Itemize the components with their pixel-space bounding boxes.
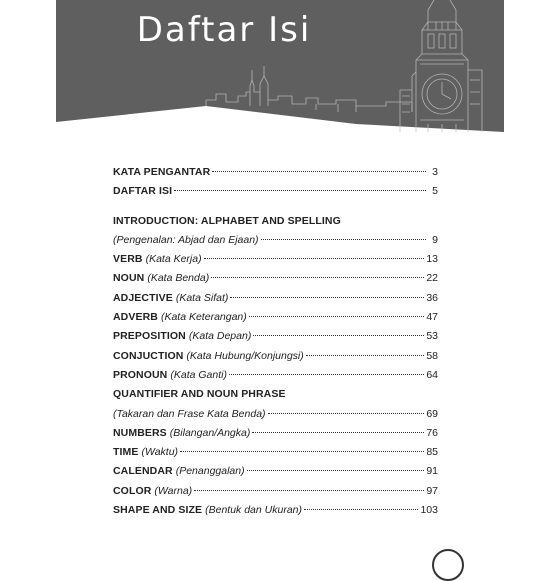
- toc-entry-label: ADVERB: [113, 311, 158, 324]
- toc-entry-label: QUANTIFIER AND NOUN PHRASE: [113, 388, 286, 401]
- dot-leader: [211, 277, 424, 278]
- toc-entry-subtitle: (Penanggalan): [175, 465, 245, 478]
- dot-leader: [180, 451, 424, 452]
- toc-entry-page: 47: [426, 311, 438, 324]
- toc-entry-pengenalan[interactable]: [113, 231, 438, 250]
- toc-entry-subtitle: (Bilangan/Angka): [169, 426, 251, 439]
- dot-leader: [268, 413, 425, 414]
- toc-entry-time[interactable]: [113, 443, 438, 462]
- dot-leader: [174, 190, 426, 191]
- toc-entry-shape-and-size[interactable]: [113, 501, 438, 520]
- toc-entry-page: 103: [420, 504, 438, 517]
- header-banner: [56, 0, 504, 132]
- dot-leader: [230, 297, 424, 298]
- corner-circle-icon: [432, 549, 464, 581]
- toc-entry-page: 53: [426, 330, 438, 343]
- toc-heading-introduction[interactable]: [113, 212, 438, 231]
- toc-entry-page: 13: [426, 253, 438, 266]
- toc-entry-page: 36: [426, 291, 438, 304]
- dot-leader: [229, 374, 424, 375]
- toc-entry-label: NUMBERS: [113, 426, 167, 439]
- toc-entry-verb[interactable]: [113, 250, 438, 269]
- toc-entry-subtitle: (Kata Benda): [147, 272, 210, 285]
- page-title: Daftar Isi: [136, 10, 312, 50]
- dot-leader: [194, 490, 424, 491]
- toc-entry-conjuction[interactable]: [113, 347, 438, 366]
- dot-leader: [261, 239, 426, 240]
- toc-entry-page: 85: [426, 446, 438, 459]
- toc-entry-page: 58: [426, 349, 438, 362]
- toc-entry-label: CONJUCTION: [113, 349, 184, 362]
- toc-entry-page: 91: [426, 465, 438, 478]
- toc-entry-numbers[interactable]: [113, 424, 438, 443]
- toc-entry-label: DAFTAR ISI: [113, 185, 173, 198]
- dot-leader: [304, 509, 418, 510]
- toc-entry-page: 69: [426, 407, 438, 420]
- toc-entry-label: INTRODUCTION: ALPHABET AND SPELLING: [113, 214, 341, 227]
- toc-entry-page: 64: [426, 368, 438, 381]
- toc-entry-takaran[interactable]: [113, 405, 438, 424]
- toc-entry-label: KATA PENGANTAR: [113, 166, 211, 178]
- dot-leader: [247, 470, 425, 471]
- toc-entry-label: NOUN: [113, 272, 145, 285]
- toc-entry-page: 22: [426, 272, 438, 285]
- toc-entry-label: VERB: [113, 253, 143, 266]
- dot-leader: [253, 335, 424, 336]
- toc-entry-subtitle: (Warna): [154, 484, 193, 497]
- toc-entry-label: ADJECTIVE: [113, 291, 173, 304]
- toc-entry-pronoun[interactable]: [113, 366, 438, 385]
- toc-entry-subtitle: (Kata Sifat): [175, 291, 229, 304]
- toc-entry-page: 3: [432, 166, 438, 178]
- toc-entry-page: 9: [432, 233, 438, 246]
- toc-entry-label: CALENDAR: [113, 465, 173, 478]
- toc-entry-page: 5: [432, 185, 438, 198]
- toc-entry-subtitle: (Waktu): [141, 446, 179, 459]
- toc-entry-color[interactable]: [113, 482, 438, 501]
- toc-entry-subtitle: (Kata Ganti): [170, 368, 227, 381]
- dot-leader: [249, 316, 425, 317]
- toc-heading-quantifier[interactable]: [113, 385, 438, 404]
- toc-entry-noun[interactable]: [113, 269, 438, 288]
- toc-entry-subtitle: (Kata Hubung/Konjungsi): [186, 349, 304, 362]
- dot-leader: [212, 171, 426, 172]
- toc-entry-subtitle: (Kata Keterangan): [160, 311, 247, 324]
- table-of-contents: [113, 163, 438, 520]
- toc-entry-preposition[interactable]: [113, 327, 438, 346]
- toc-entry-kata-pengantar[interactable]: [113, 163, 438, 182]
- toc-entry-page: 76: [426, 426, 438, 439]
- toc-entry-subtitle: (Kata Depan): [188, 330, 252, 343]
- dot-leader: [252, 432, 424, 433]
- dot-leader: [204, 258, 425, 259]
- toc-entry-label: PRONOUN: [113, 368, 168, 381]
- toc-entry-adjective[interactable]: [113, 289, 438, 308]
- toc-entry-subtitle: (Kata Kerja): [145, 253, 202, 266]
- toc-entry-label: COLOR: [113, 484, 152, 497]
- toc-entry-label: TIME: [113, 446, 139, 459]
- toc-entry-label: PREPOSITION: [113, 330, 186, 343]
- toc-entry-subtitle: (Takaran dan Frase Kata Benda): [113, 407, 266, 420]
- toc-entry-daftar-isi[interactable]: [113, 182, 438, 201]
- toc-entry-calendar[interactable]: [113, 462, 438, 481]
- toc-entry-label: SHAPE AND SIZE: [113, 504, 203, 517]
- toc-entry-page: 97: [426, 484, 438, 497]
- dot-leader: [306, 355, 425, 356]
- toc-entry-subtitle: (Pengenalan: Abjad dan Ejaan): [113, 233, 259, 246]
- toc-entry-subtitle: (Bentuk dan Ukuran): [205, 504, 302, 517]
- toc-entry-adverb[interactable]: [113, 308, 438, 327]
